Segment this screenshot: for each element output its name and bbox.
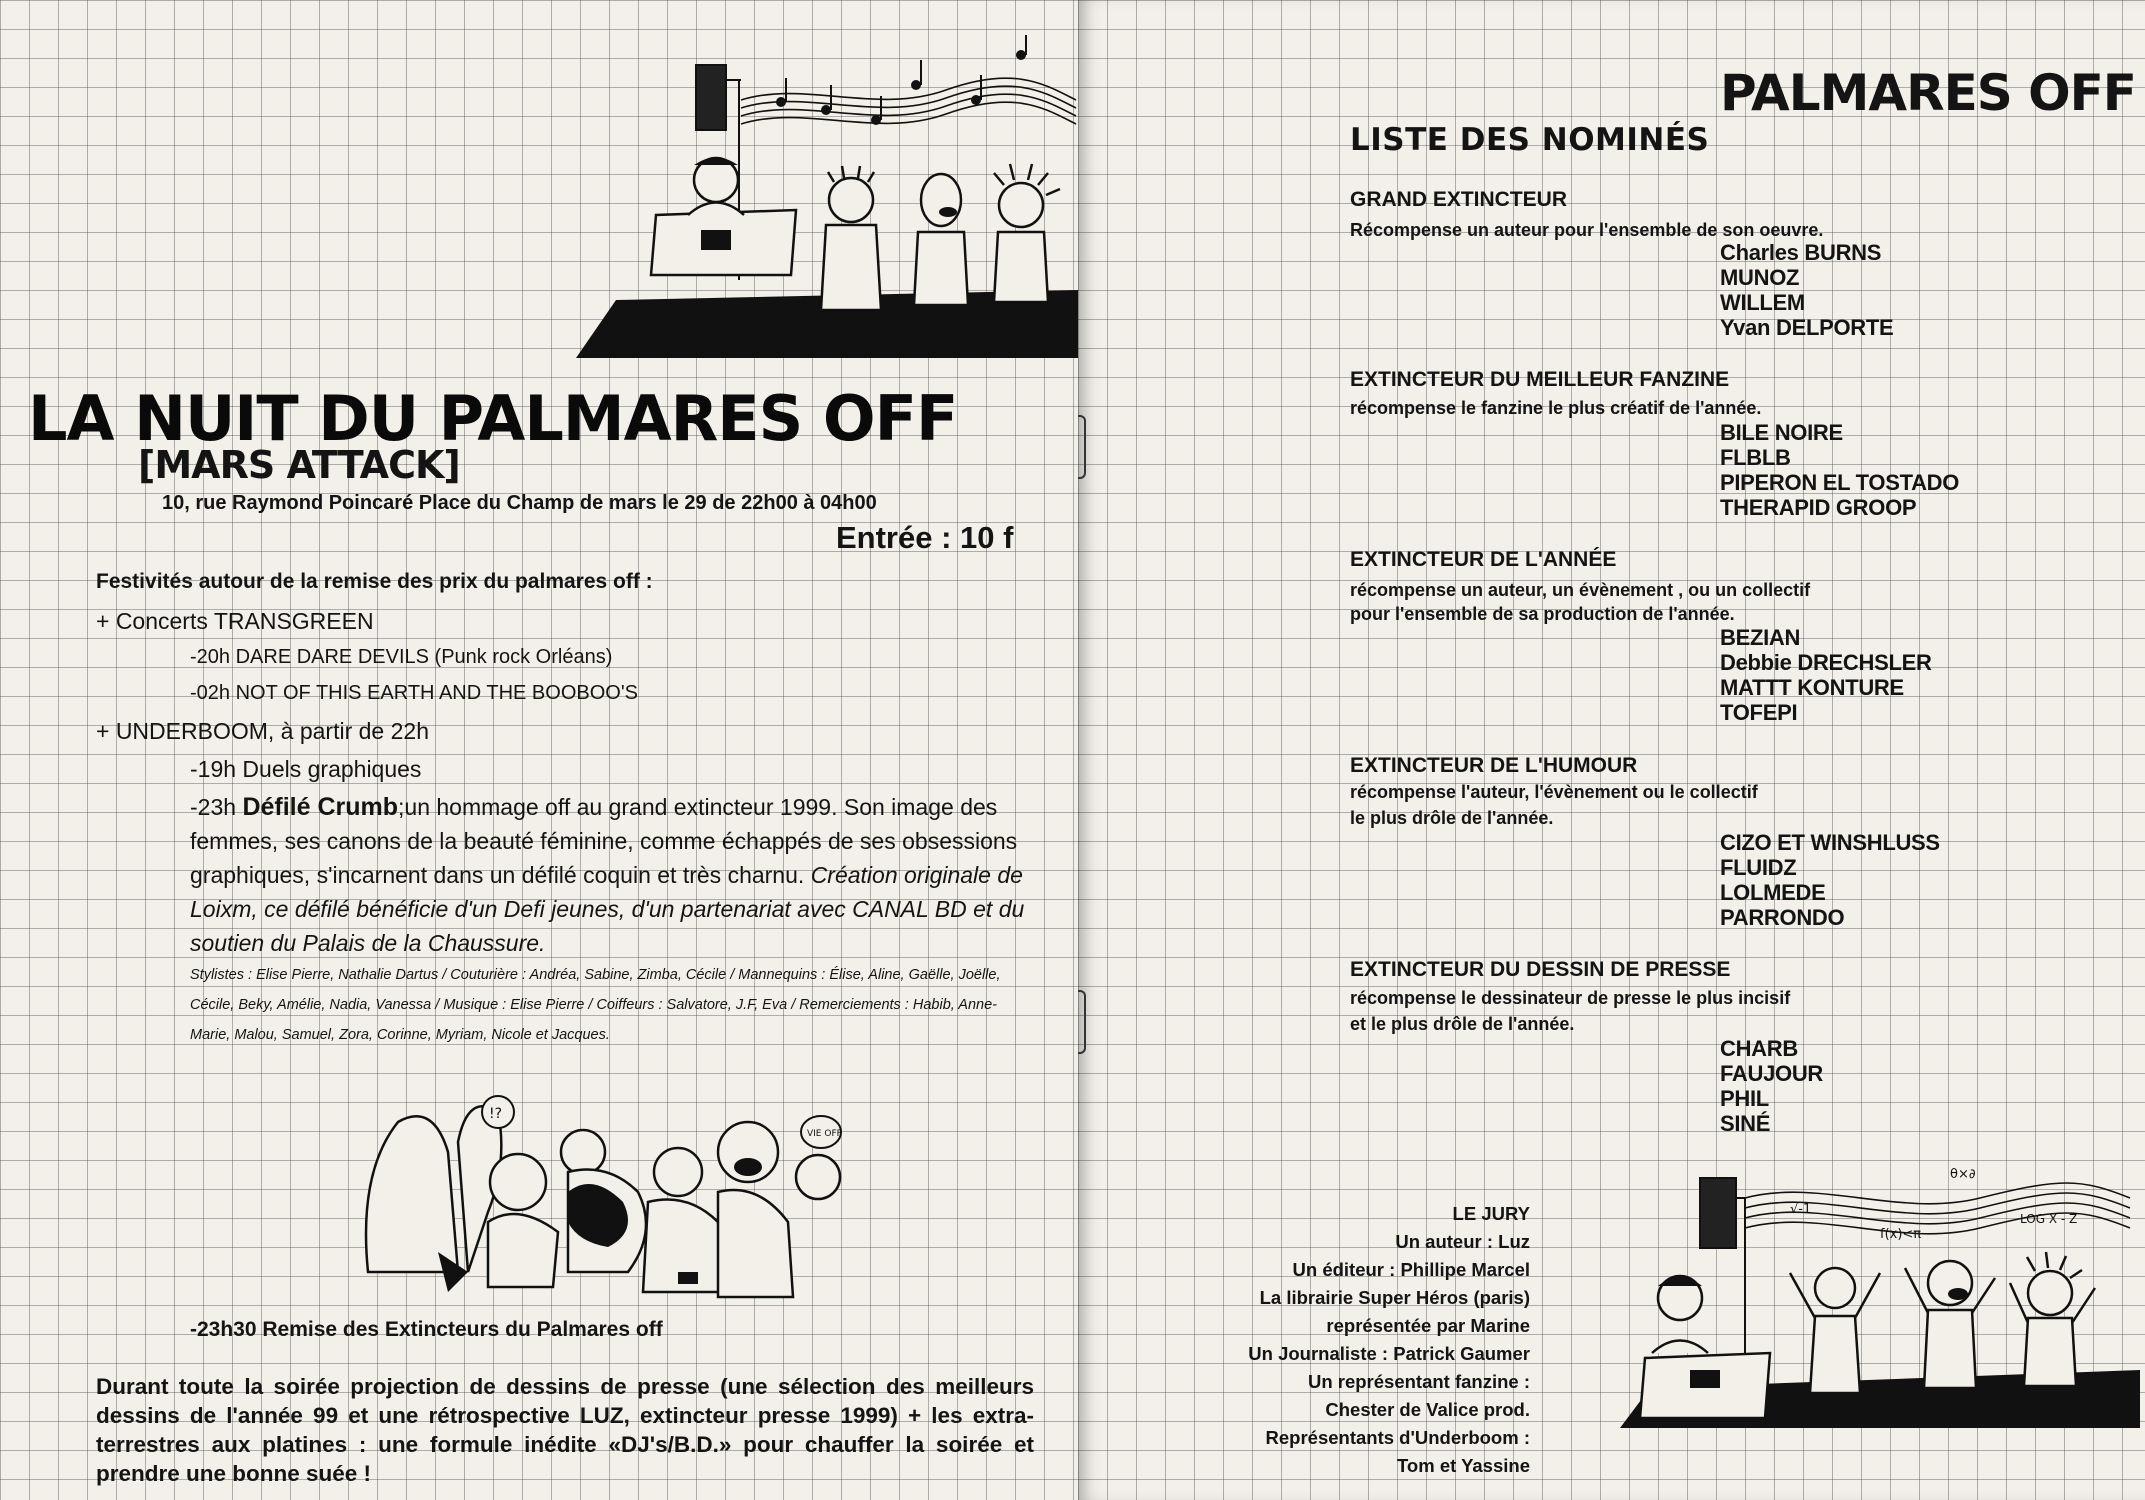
defile-description	[190, 790, 1040, 960]
nominee: Yvan DELPORTE	[1720, 315, 1894, 340]
category-title: EXTINCTEUR DE L'ANNÉE	[1350, 548, 1617, 571]
defile-text: ;un hommage off au grand extincteur 1999. Son image des femmes, ses canons de la beauté féminine, comme échappés de ses obsessions graphiques, s'incarnent dans un défilé coquin et très charnu.	[190, 794, 1018, 888]
speech-bubble-1: !?	[489, 1106, 503, 1122]
math-3: LOG X - Z	[2020, 1212, 2078, 1226]
festivities-intro: Festivités autour de la remise des prix du palmares off :	[96, 570, 653, 593]
category-description: pour l'ensemble de sa production de l'année.	[1350, 604, 1735, 624]
math-2: f(x)<π	[1880, 1227, 1922, 1242]
dj-aliens-illustration	[576, 40, 1078, 358]
nominee: Debbie DRECHSLER	[1720, 650, 1932, 675]
category-title: EXTINCTEUR DE L'HUMOUR	[1350, 754, 1638, 777]
category-description: Récompense un auteur pour l'ensemble de son oeuvre.	[1350, 220, 1824, 240]
nominee: Charles BURNS	[1720, 240, 1882, 265]
nominee: FAUJOUR	[1720, 1061, 1824, 1086]
staple-top	[1078, 415, 1086, 479]
category-title: EXTINCTEUR DU DESSIN DE PRESSE	[1350, 958, 1731, 981]
defile-name: Défilé Crumb	[242, 793, 399, 821]
jury-line: Un éditeur : Phillipe Marcel	[1292, 1259, 1530, 1280]
nominee: LOLMEDE	[1720, 880, 1826, 905]
category-description: récompense le dessinateur de presse le plus incisif	[1350, 988, 1791, 1008]
nominee: CHARB	[1720, 1036, 1798, 1061]
underboom-label: + UNDERBOOM, à partir de 22h	[96, 718, 429, 744]
math-aliens-illustration	[1620, 1138, 2140, 1428]
category-description: le plus drôle de l'année.	[1350, 808, 1554, 828]
jury-line: Un Journaliste : Patrick Gaumer	[1248, 1343, 1530, 1364]
nominee: MUNOZ	[1720, 265, 1800, 290]
nominee: THERAPID GROOP	[1720, 495, 1917, 520]
event-subtitle: [MARS ATTACK]	[138, 443, 460, 487]
nominee: PIPERON EL TOSTADO	[1720, 470, 1960, 495]
jury-block	[1190, 1200, 1530, 1480]
category-description: récompense un auteur, un évènement , ou un collectif	[1350, 580, 1811, 600]
jury-line: La librairie Super Héros (paris)	[1259, 1287, 1530, 1308]
nominee: FLUIDZ	[1720, 855, 1797, 880]
nominee: MATTT KONTURE	[1720, 675, 1904, 700]
jury-heading: LE JURY	[1452, 1203, 1530, 1224]
event-address: 10, rue Raymond Poincaré Place du Champ de mars le 29 de 22h00 à 04h00	[162, 492, 877, 514]
math-4: θ×∂	[1950, 1167, 1976, 1182]
nominees-list-title: LISTE DES NOMINÉS	[1350, 122, 1710, 158]
crowd-illustration	[338, 1072, 842, 1312]
nominee: TOFEPI	[1720, 700, 1798, 725]
nominee: BILE NOIRE	[1720, 420, 1843, 445]
jury-line: Un représentant fanzine :	[1307, 1371, 1530, 1392]
nominee: FLBLB	[1720, 445, 1791, 470]
category-title: GRAND EXTINCTEUR	[1350, 188, 1568, 211]
category-description: récompense l'auteur, l'évènement ou le collectif	[1350, 782, 1758, 802]
nominee: PHIL	[1720, 1086, 1769, 1111]
category-description: et le plus drôle de l'année.	[1350, 1014, 1575, 1034]
concert-item-2: -02h NOT OF THIS EARTH AND THE BOOBOO'S	[190, 682, 638, 704]
nominee: WILLEM	[1720, 290, 1805, 315]
jury-line: Un auteur : Luz	[1395, 1231, 1530, 1252]
speech-bubble-2: VIE OFF	[807, 1129, 842, 1139]
bottom-paragraph: Durant toute la soirée projection de dessins de presse (une sélection des meilleurs dessins de l'année 99 et une rétrospective LUZ, extincteur presse 1999) + les extra-terrestres aux platines : une formule inédite «DJ's/B.D.» pour chauffer la soirée et prendre une bonne suée !	[96, 1374, 1034, 1486]
credits-text: Stylistes : Elise Pierre, Nathalie Dartus / Couturière : Andréa, Sabine, Zimba, Cécile / Mannequins : Élise, Aline, Gaëlle, Joëlle, Cécile, Beky, Amélie, Nadia, Vanessa / Musique : Elise Pierre / Coiffeurs : Salvatore, J.F, Eva / Remerciements : Habib, Anne-Marie, Malou, Samuel, Zora, Corinne, Myriam, Nicole et Jacques.	[190, 967, 1001, 1043]
jury-line: Tom et Yassine	[1397, 1455, 1530, 1476]
math-1: √-1	[1790, 1202, 1812, 1217]
category-title: EXTINCTEUR DU MEILLEUR FANZINE	[1350, 368, 1730, 391]
nominee: PARRONDO	[1720, 905, 1845, 930]
event-title: LA NUIT DU PALMARES OFF	[28, 382, 958, 455]
duels-item: -19h Duels graphiques	[190, 756, 422, 782]
nominee: CIZO ET WINSHLUSS	[1720, 830, 1940, 855]
entry-price: Entrée : 10 f	[836, 520, 1014, 555]
nominee: SINÉ	[1720, 1111, 1771, 1136]
category-description: récompense le fanzine le plus créatif de l'année.	[1350, 398, 1762, 418]
staple-bottom	[1078, 990, 1086, 1054]
defile-italic: Création originale de Loixm, ce défilé bénéficie d'un Defi jeunes, d'un partenariat avec CANAL BD et du soutien du Palais de la Chaussure.	[190, 862, 1025, 956]
jury-line: Représentants d'Underboom :	[1265, 1427, 1530, 1448]
palmares-title: PALMARES OFF	[1720, 64, 2136, 122]
jury-line: Chester de Valice prod.	[1325, 1399, 1530, 1420]
concert-item-1: -20h DARE DARE DEVILS (Punk rock Orléans)	[190, 646, 613, 668]
remise-item: -23h30 Remise des Extincteurs du Palmares off	[190, 1318, 663, 1341]
nominee: BEZIAN	[1720, 625, 1801, 650]
defile-time: -23h	[190, 794, 243, 820]
jury-line: représentée par Marine	[1326, 1315, 1530, 1336]
concerts-label: + Concerts TRANSGREEN	[96, 608, 374, 634]
